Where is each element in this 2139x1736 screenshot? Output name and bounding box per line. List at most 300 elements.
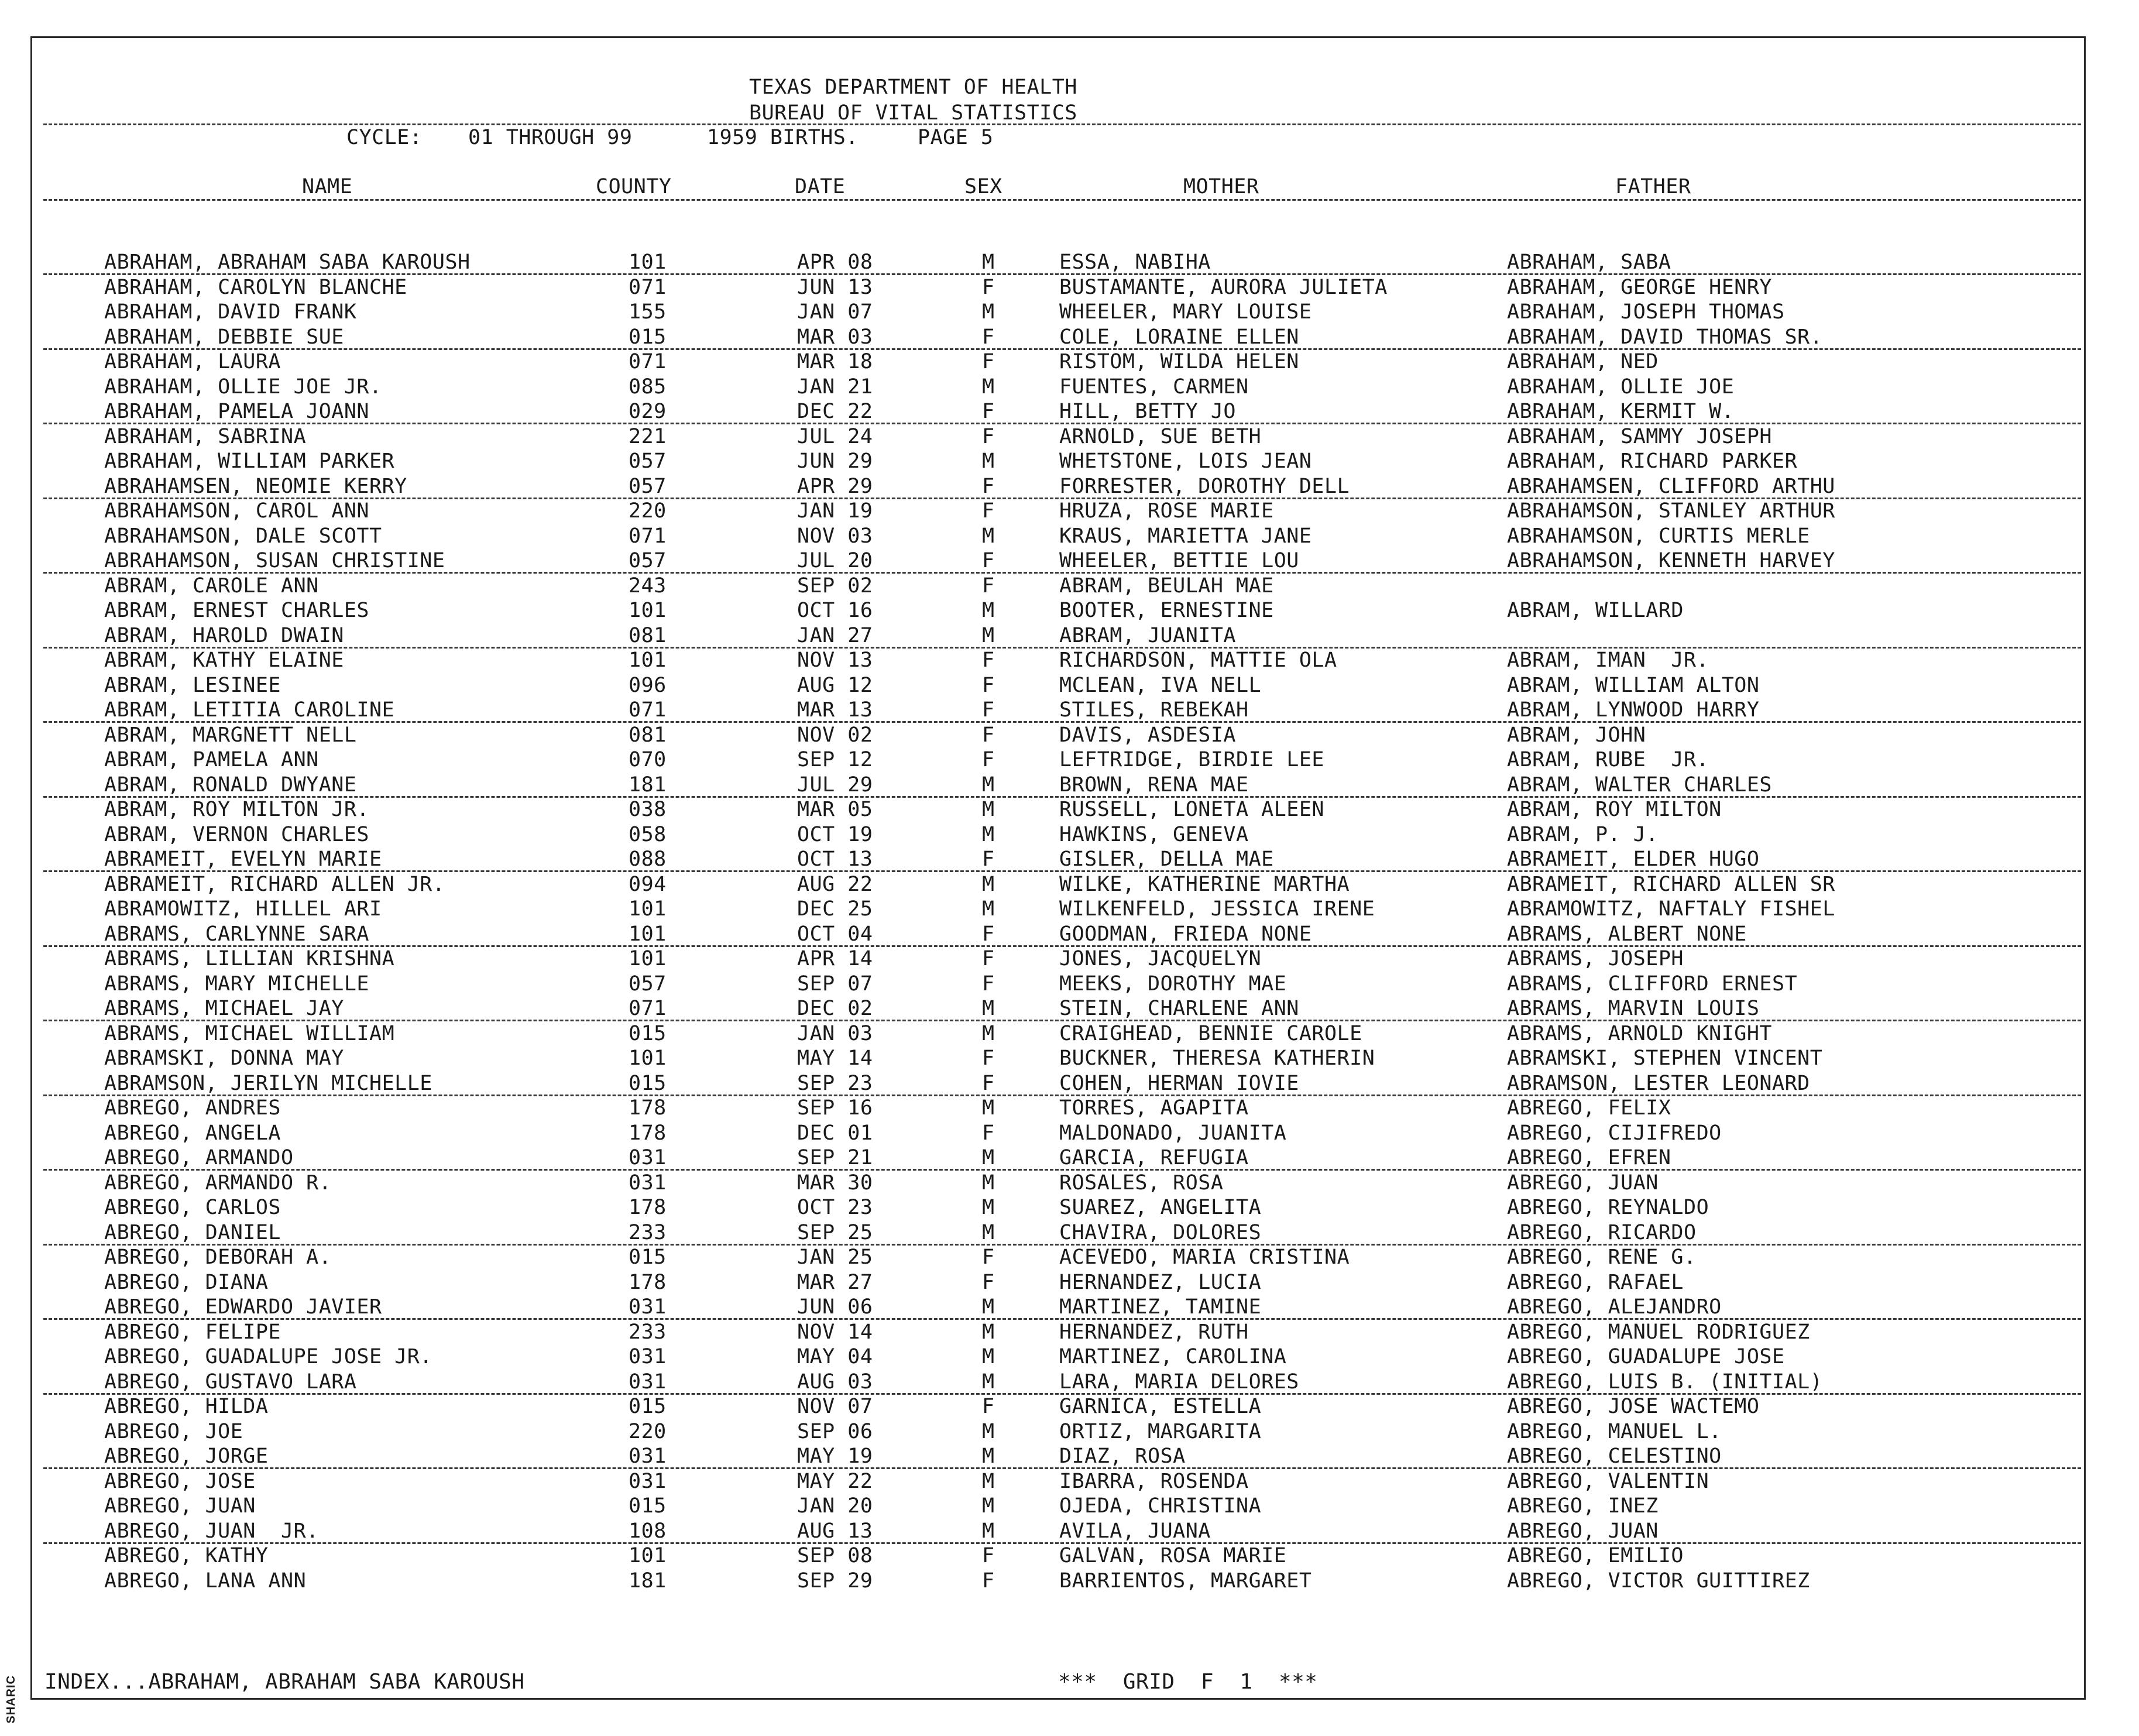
cell-date: NOV 07	[797, 1395, 873, 1418]
cell-name: ABRAM, ERNEST CHARLES	[104, 599, 370, 622]
cell-county: 096	[629, 673, 667, 697]
cell-father: ABREGO, CIJIFREDO	[1507, 1121, 1722, 1145]
cell-date: MAR 27	[797, 1270, 873, 1294]
cell-county: 181	[629, 773, 667, 797]
cell-name: ABREGO, JORGE	[104, 1445, 269, 1468]
page-number: PAGE 5	[918, 126, 994, 149]
table-row	[0, 1494, 2037, 1518]
cell-mother: BUSTAMANTE, AURORA JULIETA	[1059, 275, 1388, 299]
table-row	[0, 449, 2037, 474]
cell-mother: ROSALES, ROSA	[1059, 1171, 1224, 1195]
cell-county: 101	[629, 922, 667, 946]
cell-county: 071	[629, 997, 667, 1020]
cell-mother: TORRES, AGAPITA	[1059, 1096, 1249, 1120]
table-row	[0, 1171, 2037, 1195]
cell-date: DEC 02	[797, 997, 873, 1020]
cell-name: ABREGO, GUADALUPE JOSE JR.	[104, 1345, 432, 1368]
cell-county: 101	[629, 1047, 667, 1070]
table-row	[0, 1469, 2037, 1494]
table-row	[0, 300, 2037, 324]
cell-father: ABREGO, JOSE WACTEMO	[1507, 1395, 1760, 1418]
cell-county: 233	[629, 1220, 667, 1244]
cell-mother: GARNICA, ESTELLA	[1059, 1395, 1262, 1418]
table-row	[0, 1519, 2037, 1543]
cell-name: ABRAHAMSON, CAROL ANN	[104, 499, 370, 523]
cell-mother: CHAVIRA, DOLORES	[1059, 1220, 1262, 1244]
cell-mother: RISTOM, WILDA HELEN	[1059, 350, 1299, 373]
cell-date: JAN 03	[797, 1021, 873, 1045]
cell-date: SEP 23	[797, 1071, 873, 1095]
cell-name: ABREGO, ARMANDO	[104, 1146, 294, 1169]
cell-date: JAN 07	[797, 300, 873, 324]
cell-name: ABRAM, LETITIA CAROLINE	[104, 698, 395, 722]
table-row	[0, 996, 2037, 1021]
cell-mother: MARTINEZ, CAROLINA	[1059, 1345, 1287, 1368]
cell-date: DEC 01	[797, 1121, 873, 1145]
cell-name: ABRAMEIT, RICHARD ALLEN JR.	[104, 872, 445, 896]
cell-mother: FORRESTER, DOROTHY DELL	[1059, 474, 1350, 498]
cell-father: ABRAHAMSON, STANLEY ARTHUR	[1507, 499, 1835, 523]
cell-mother: OJEDA, CHRISTINA	[1059, 1494, 1262, 1518]
cell-mother: MEEKS, DOROTHY MAE	[1059, 972, 1287, 996]
table-row	[0, 1195, 2037, 1220]
table-row	[0, 1270, 2037, 1295]
cell-name: ABREGO, ANDRES	[104, 1096, 281, 1120]
cell-mother: ACEVEDO, MARIA CRISTINA	[1059, 1246, 1350, 1269]
cell-name: ABREGO, FELIPE	[104, 1320, 281, 1344]
cell-name: ABRAM, PAMELA ANN	[104, 748, 319, 771]
cell-father: ABRAHAMSEN, CLIFFORD ARTHU	[1507, 474, 1835, 498]
table-row	[0, 1096, 2037, 1120]
cell-mother: BOOTER, ERNESTINE	[1059, 599, 1274, 622]
column-header-name: NAME	[302, 175, 353, 198]
cell-sex: M	[982, 300, 995, 324]
cell-county: 221	[629, 424, 667, 448]
cell-county: 178	[629, 1121, 667, 1145]
cell-name: ABRAM, CAROLE ANN	[104, 574, 319, 598]
cell-sex: F	[982, 698, 995, 722]
table-row	[0, 325, 2037, 349]
cell-name: ABRAHAM, PAMELA JOANN	[104, 400, 370, 423]
table-row	[0, 847, 2037, 872]
cell-father: ABRAHAM, OLLIE JOE	[1507, 375, 1735, 399]
cell-mother: BARRIENTOS, MARGARET	[1059, 1569, 1312, 1593]
table-row	[0, 1444, 2037, 1469]
cell-mother: RICHARDSON, MATTIE OLA	[1059, 649, 1337, 672]
report-title-line1: TEXAS DEPARTMENT OF HEALTH	[749, 76, 1077, 99]
cell-sex: F	[982, 1246, 995, 1269]
cell-name: ABREGO, DIANA	[104, 1270, 269, 1294]
cell-county: 057	[629, 450, 667, 473]
cell-father: ABREGO, VALENTIN	[1507, 1469, 1709, 1493]
cell-sex: M	[982, 872, 995, 896]
cell-county: 085	[629, 375, 667, 399]
cell-sex: M	[982, 375, 995, 399]
table-row	[0, 773, 2037, 797]
cell-name: ABRAMS, MICHAEL JAY	[104, 997, 344, 1020]
cell-date: APR 14	[797, 947, 873, 970]
cell-date: NOV 14	[797, 1320, 873, 1344]
cell-mother: ORTIZ, MARGARITA	[1059, 1419, 1262, 1443]
cell-mother: MCLEAN, IVA NELL	[1059, 673, 1262, 697]
cell-date: NOV 02	[797, 723, 873, 747]
table-row	[0, 524, 2037, 548]
cell-father: ABRAHAMSON, CURTIS MERLE	[1507, 524, 1810, 548]
cell-county: 031	[629, 1345, 667, 1368]
cell-county: 101	[629, 897, 667, 921]
cell-mother: JONES, JACQUELYN	[1059, 947, 1262, 970]
cell-sex: F	[982, 1071, 995, 1095]
cell-county: 101	[629, 947, 667, 970]
cell-name: ABREGO, JUAN JR.	[104, 1519, 319, 1543]
cell-county: 094	[629, 872, 667, 896]
cell-date: JUL 29	[797, 773, 873, 797]
cell-mother: AVILA, JUANA	[1059, 1519, 1211, 1543]
column-header-county: COUNTY	[596, 175, 672, 198]
cycle-label: CYCLE:	[346, 126, 423, 149]
cell-father: ABREGO, JUAN	[1507, 1519, 1659, 1543]
cell-father: ABRAHAM, NED	[1507, 350, 1659, 373]
side-label: SHARIC	[5, 1675, 18, 1724]
cell-sex: F	[982, 1121, 995, 1145]
cell-father: ABRAHAM, RICHARD PARKER	[1507, 450, 1798, 473]
cell-mother: WILKENFELD, JESSICA IRENE	[1059, 897, 1375, 921]
cell-sex: F	[982, 549, 995, 572]
cell-father: ABRAM, LYNWOOD HARRY	[1507, 698, 1760, 722]
table-row	[0, 399, 2037, 424]
cell-name: ABREGO, ANGELA	[104, 1121, 281, 1145]
table-row	[0, 275, 2037, 300]
cell-date: SEP 06	[797, 1419, 873, 1443]
cell-county: 181	[629, 1569, 667, 1593]
table-row	[0, 1569, 2037, 1593]
cell-county: 101	[629, 251, 667, 274]
cell-sex: F	[982, 1569, 995, 1593]
cell-name: ABRAHAM, ABRAHAM SABA KAROUSH	[104, 251, 471, 274]
cell-name: ABRAM, RONALD DWYANE	[104, 773, 357, 797]
table-row	[0, 1145, 2037, 1170]
cell-sex: M	[982, 897, 995, 921]
cell-father: ABRAM, RUBE JR.	[1507, 748, 1709, 771]
cell-name: ABREGO, DEBORAH A.	[104, 1246, 332, 1269]
cell-father: ABREGO, GUADALUPE JOSE	[1507, 1345, 1785, 1368]
table-row	[0, 1245, 2037, 1270]
table-row	[0, 1394, 2037, 1419]
cell-county: 178	[629, 1270, 667, 1294]
cell-mother: GISLER, DELLA MAE	[1059, 848, 1274, 871]
cell-mother: HRUZA, ROSE MARIE	[1059, 499, 1274, 523]
table-row	[0, 1320, 2037, 1344]
cell-date: MAY 19	[797, 1445, 873, 1468]
cell-name: ABRAHAM, SABRINA	[104, 424, 307, 448]
cell-date: JUL 20	[797, 549, 873, 572]
table-row	[0, 797, 2037, 822]
table-row	[0, 872, 2037, 897]
cell-county: 081	[629, 723, 667, 747]
table-row	[0, 1021, 2037, 1046]
cell-date: APR 08	[797, 251, 873, 274]
table-row	[0, 698, 2037, 722]
cell-date: AUG 13	[797, 1519, 873, 1543]
table-row	[0, 1046, 2037, 1071]
cell-date: NOV 03	[797, 524, 873, 548]
births-label: 1959 BIRTHS.	[707, 126, 859, 149]
column-header-date: DATE	[795, 175, 846, 198]
cell-name: ABREGO, LANA ANN	[104, 1569, 307, 1593]
column-header-divider	[43, 199, 2081, 201]
cell-county: 057	[629, 549, 667, 572]
cell-county: 015	[629, 1395, 667, 1418]
cell-father: ABRAHAM, GEORGE HENRY	[1507, 275, 1773, 299]
cell-name: ABRAHAM, WILLIAM PARKER	[104, 450, 395, 473]
cell-date: OCT 04	[797, 922, 873, 946]
cell-father: ABRAHAM, DAVID THOMAS SR.	[1507, 325, 1823, 349]
cell-name: ABREGO, KATHY	[104, 1544, 269, 1567]
cell-sex: F	[982, 673, 995, 697]
table-row	[0, 747, 2037, 772]
cell-date: MAY 04	[797, 1345, 873, 1368]
column-header-father: FATHER	[1615, 175, 1691, 198]
cell-sex: F	[982, 1544, 995, 1567]
cell-name: ABRAMOWITZ, HILLEL ARI	[104, 897, 382, 921]
cell-county: 038	[629, 798, 667, 821]
cell-name: ABRAHAM, DEBBIE SUE	[104, 325, 344, 349]
cell-mother: HILL, BETTY JO	[1059, 400, 1237, 423]
cell-father: ABRAHAM, SABA	[1507, 251, 1671, 274]
cell-sex: M	[982, 251, 995, 274]
cell-county: 031	[629, 1171, 667, 1195]
cell-father: ABRAMSKI, STEPHEN VINCENT	[1507, 1047, 1823, 1070]
cell-mother: HAWKINS, GENEVA	[1059, 822, 1249, 846]
table-row	[0, 723, 2037, 747]
cell-date: MAR 13	[797, 698, 873, 722]
cell-father: ABRAM, IMAN JR.	[1507, 649, 1709, 672]
cell-date: SEP 02	[797, 574, 873, 598]
cell-sex: F	[982, 848, 995, 871]
cell-county: 178	[629, 1196, 667, 1219]
cell-date: MAR 30	[797, 1171, 873, 1195]
cell-sex: M	[982, 997, 995, 1020]
cell-father: ABRAMS, CLIFFORD ERNEST	[1507, 972, 1798, 996]
cell-county: 071	[629, 275, 667, 299]
cell-date: JUN 06	[797, 1295, 873, 1319]
cell-sex: F	[982, 424, 995, 448]
cell-mother: GOODMAN, FRIEDA NONE	[1059, 922, 1312, 946]
report-title-line2: BUREAU OF VITAL STATISTICS	[749, 101, 1077, 125]
cell-mother: ESSA, NABIHA	[1059, 251, 1211, 274]
cell-name: ABRAHAMSON, DALE SCOTT	[104, 524, 382, 548]
cell-father: ABRAMS, JOSEPH	[1507, 947, 1684, 970]
table-row	[0, 1370, 2037, 1394]
cell-date: JAN 27	[797, 623, 873, 647]
cell-county: 015	[629, 1071, 667, 1095]
cell-sex: M	[982, 1196, 995, 1219]
table-row	[0, 499, 2037, 523]
cell-county: 101	[629, 649, 667, 672]
table-row	[0, 349, 2037, 374]
cell-mother: COHEN, HERMAN IOVIE	[1059, 1071, 1299, 1095]
cell-county: 015	[629, 1246, 667, 1269]
cell-sex: M	[982, 1419, 995, 1443]
cell-county: 031	[629, 1469, 667, 1493]
cell-date: OCT 13	[797, 848, 873, 871]
cell-county: 101	[629, 599, 667, 622]
cell-sex: F	[982, 325, 995, 349]
cell-name: ABRAM, KATHY ELAINE	[104, 649, 344, 672]
cell-father: ABREGO, RICARDO	[1507, 1220, 1697, 1244]
cell-county: 058	[629, 822, 667, 846]
cell-date: NOV 13	[797, 649, 873, 672]
cell-father: ABREGO, VICTOR GUITTIREZ	[1507, 1569, 1810, 1593]
cell-father: ABRAMEIT, ELDER HUGO	[1507, 848, 1760, 871]
cell-date: SEP 25	[797, 1220, 873, 1244]
cell-mother: HERNANDEZ, LUCIA	[1059, 1270, 1262, 1294]
cell-sex: F	[982, 972, 995, 996]
cell-sex: M	[982, 1370, 995, 1394]
cell-county: 071	[629, 698, 667, 722]
cell-name: ABRAMEIT, EVELYN MARIE	[104, 848, 382, 871]
column-header-mother: MOTHER	[1183, 175, 1259, 198]
table-row	[0, 375, 2037, 399]
cell-father: ABRAM, ROY MILTON	[1507, 798, 1722, 821]
cell-name: ABREGO, JOE	[104, 1419, 243, 1443]
cell-name: ABREGO, EDWARDO JAVIER	[104, 1295, 382, 1319]
cell-mother: STILES, REBEKAH	[1059, 698, 1249, 722]
cell-mother: HERNANDEZ, RUTH	[1059, 1320, 1249, 1344]
table-row	[0, 822, 2037, 847]
cell-county: 057	[629, 972, 667, 996]
cell-mother: CRAIGHEAD, BENNIE CAROLE	[1059, 1021, 1362, 1045]
cell-county: 155	[629, 300, 667, 324]
cell-sex: M	[982, 1469, 995, 1493]
cell-county: 088	[629, 848, 667, 871]
table-row	[0, 1121, 2037, 1145]
cell-name: ABREGO, GUSTAVO LARA	[104, 1370, 357, 1394]
cell-county: 220	[629, 499, 667, 523]
cell-father: ABRAM, WILLIAM ALTON	[1507, 673, 1760, 697]
cell-mother: WHEELER, BETTIE LOU	[1059, 549, 1299, 572]
cell-father: ABRAMS, ARNOLD KNIGHT	[1507, 1021, 1773, 1045]
cell-county: 031	[629, 1295, 667, 1319]
cell-mother: DIAZ, ROSA	[1059, 1445, 1186, 1468]
cell-name: ABRAMS, LILLIAN KRISHNA	[104, 947, 395, 970]
cell-name: ABRAM, ROY MILTON JR.	[104, 798, 370, 821]
cell-county: 101	[629, 1544, 667, 1567]
cell-date: SEP 12	[797, 748, 873, 771]
cell-mother: IBARRA, ROSENDA	[1059, 1469, 1249, 1493]
cell-father: ABRAMSON, LESTER LEONARD	[1507, 1071, 1810, 1095]
cell-date: OCT 19	[797, 822, 873, 846]
cell-sex: M	[982, 1021, 995, 1045]
cell-date: MAY 14	[797, 1047, 873, 1070]
cell-sex: F	[982, 649, 995, 672]
cell-county: 015	[629, 1494, 667, 1518]
cell-sex: M	[982, 1494, 995, 1518]
cell-date: APR 29	[797, 474, 873, 498]
cell-sex: F	[982, 922, 995, 946]
cell-father: ABREGO, REYNALDO	[1507, 1196, 1709, 1219]
table-row	[0, 1419, 2037, 1444]
cell-sex: M	[982, 822, 995, 846]
cell-date: SEP 29	[797, 1569, 873, 1593]
cell-father: ABRAMS, MARVIN LOUIS	[1507, 997, 1760, 1020]
cell-father: ABRAMOWITZ, NAFTALY FISHEL	[1507, 897, 1835, 921]
cell-mother: BROWN, RENA MAE	[1059, 773, 1249, 797]
cell-county: 071	[629, 524, 667, 548]
table-row	[0, 1543, 2037, 1568]
cell-date: MAR 18	[797, 350, 873, 373]
cell-sex: F	[982, 574, 995, 598]
cell-date: SEP 07	[797, 972, 873, 996]
grid-footer: *** GRID F 1 ***	[1058, 1670, 1318, 1694]
cell-sex: M	[982, 1171, 995, 1195]
cell-date: MAR 05	[797, 798, 873, 821]
cell-father: ABREGO, MANUEL RODRIGUEZ	[1507, 1320, 1810, 1344]
cell-mother: RUSSELL, LONETA ALEEN	[1059, 798, 1325, 821]
cycle-value: 01 THROUGH 99	[468, 126, 633, 149]
table-row	[0, 1295, 2037, 1319]
cell-name: ABREGO, ARMANDO R.	[104, 1171, 332, 1195]
cell-county: 031	[629, 1370, 667, 1394]
cell-sex: F	[982, 1047, 995, 1070]
cell-mother: MARTINEZ, TAMINE	[1059, 1295, 1262, 1319]
cell-sex: F	[982, 723, 995, 747]
cell-name: ABRAM, VERNON CHARLES	[104, 822, 370, 846]
cell-name: ABRAHAMSON, SUSAN CHRISTINE	[104, 549, 445, 572]
cell-mother: STEIN, CHARLENE ANN	[1059, 997, 1299, 1020]
cell-county: 220	[629, 1419, 667, 1443]
cell-father: ABRAMS, ALBERT NONE	[1507, 922, 1747, 946]
cell-sex: F	[982, 1395, 995, 1418]
cell-mother: DAVIS, ASDESIA	[1059, 723, 1237, 747]
cell-mother: ABRAM, JUANITA	[1059, 623, 1237, 647]
cell-name: ABRAMS, CARLYNNE SARA	[104, 922, 370, 946]
cell-date: MAY 22	[797, 1469, 873, 1493]
cell-mother: MALDONADO, JUANITA	[1059, 1121, 1287, 1145]
table-row	[0, 250, 2037, 275]
cell-father: ABRAMEIT, RICHARD ALLEN SR	[1507, 872, 1835, 896]
cell-name: ABRAHAM, OLLIE JOE JR.	[104, 375, 382, 399]
cell-sex: F	[982, 748, 995, 771]
table-row	[0, 1071, 2037, 1096]
cell-name: ABRAM, LESINEE	[104, 673, 281, 697]
cell-sex: F	[982, 1270, 995, 1294]
table-row	[0, 1220, 2037, 1245]
table-row	[0, 946, 2037, 971]
cell-name: ABREGO, JOSE	[104, 1469, 256, 1493]
cell-sex: M	[982, 1445, 995, 1468]
cell-date: JAN 19	[797, 499, 873, 523]
cell-sex: M	[982, 1096, 995, 1120]
cell-county: 081	[629, 623, 667, 647]
table-row	[0, 574, 2037, 598]
cell-date: SEP 21	[797, 1146, 873, 1169]
cell-name: ABRAMS, MICHAEL WILLIAM	[104, 1021, 395, 1045]
cell-father: ABREGO, RAFAEL	[1507, 1270, 1684, 1294]
cell-sex: M	[982, 1146, 995, 1169]
cell-county: 071	[629, 350, 667, 373]
cell-date: AUG 03	[797, 1370, 873, 1394]
cell-date: JUL 24	[797, 424, 873, 448]
cell-name: ABRAHAM, LAURA	[104, 350, 281, 373]
cell-mother: GALVAN, ROSA MARIE	[1059, 1544, 1287, 1567]
cell-name: ABRAM, MARGNETT NELL	[104, 723, 357, 747]
cell-county: 031	[629, 1146, 667, 1169]
table-row	[0, 673, 2037, 698]
cell-sex: M	[982, 773, 995, 797]
cell-mother: LEFTRIDGE, BIRDIE LEE	[1059, 748, 1325, 771]
cell-county: 015	[629, 325, 667, 349]
